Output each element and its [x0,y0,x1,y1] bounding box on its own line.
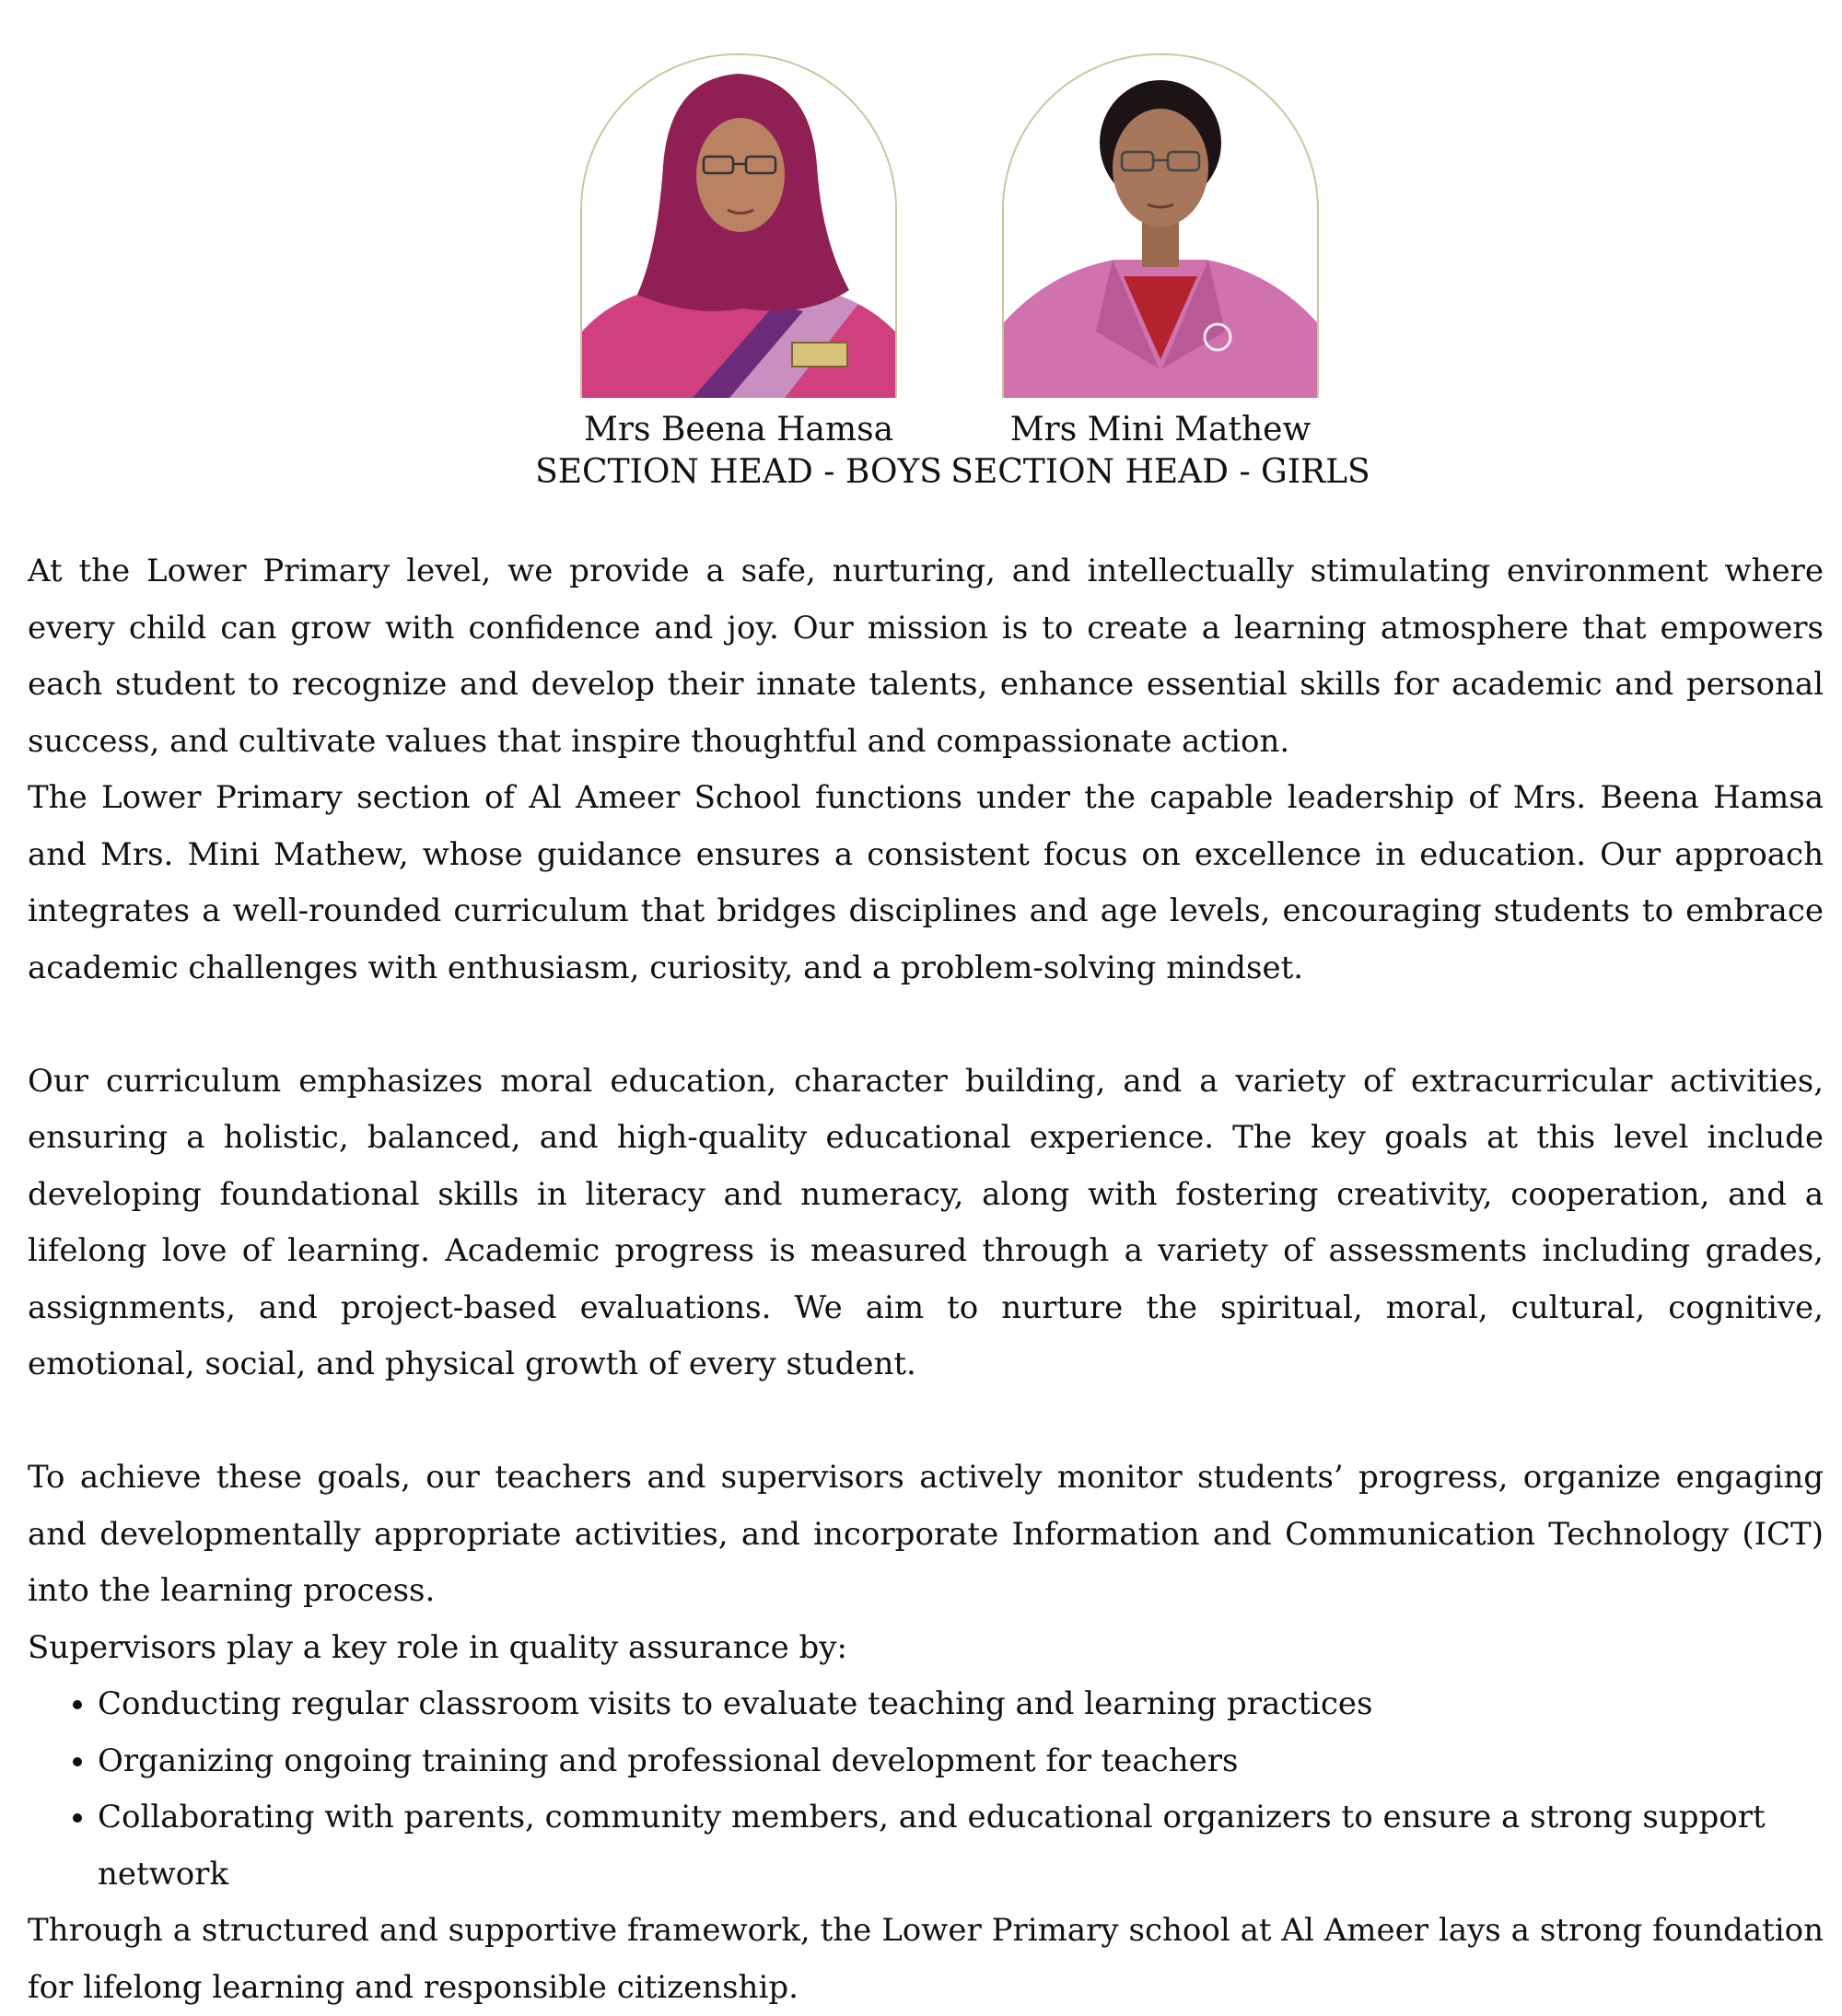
paragraph-supervisors-intro: Supervisors play a key role in quality assurance by: [28,1628,847,1666]
paragraph-closing: Through a structured and supportive framework, the Lower Primary school at Al Ameer lays a strong foundation for lifelong learning and responsible citizenship. [28,1912,1824,2006]
list-item: • Conducting regular classroom visits to evaluate teaching and learning practices [98,1676,1824,1733]
article-body [28,543,1824,2016]
supervisor-roles-list [28,1676,1824,1903]
list-item: • Collaborating with parents, community members, and educational organizers to ensure a strong support network [98,1789,1824,1903]
head-name: Mrs Mini Mathew [1009,411,1312,449]
paragraph-goals: To achieve these goals, our teachers and supervisors actively monitor students’ progress, organize engaging and developmentally appropriate activities, and incorporate Information and Communication Technology (ICT) into the learning process. [28,1459,1824,1609]
section-head-girls [950,53,1370,494]
list-item: • Organizing ongoing training and professional development for teachers [98,1733,1824,1790]
portrait-mini-mathew [1004,55,1317,398]
head-role: SECTION HEAD - GIRLS [950,453,1370,491]
paragraph-gap [28,1393,1824,1451]
head-role: SECTION HEAD - BOYS [535,453,942,491]
section-heads [0,53,1842,505]
head-name: Mrs Beena Hamsa [583,411,894,449]
portrait-frame [1002,53,1319,398]
paragraph-gap [28,996,1824,1054]
paragraph-curriculum: Our curriculum emphasizes moral education, character building, and a variety of extracurricular activities, ensuring a holistic, balanced, and high-quality educational experience. The key goals at this level include developing foundational skills in literacy and numeracy, along with fostering creativity, cooperation, and a lifelong love of learning. Academic progress is measured through a variety of assessments including grades, assignments, and project-based evaluations. We aim to nurture the spiritual, moral, cultural, cognitive, emotional, social, and physical growth of every student. [28,1062,1824,1382]
paragraph-leadership: The Lower Primary section of Al Ameer School functions under the capable leadership of Mrs. Beena Hamsa and Mrs. Mini Mathew, whose guidance ensures a consistent focus on excellence in education. Our approach integrates a well-rounded curriculum that bridges disciplines and age levels, encouraging students to embrace academic challenges with enthusiasm, curiosity, and a problem-solving mindset. [28,779,1824,986]
portrait-beena-hamsa [582,55,895,398]
portrait-frame [580,53,897,398]
paragraph-intro: At the Lower Primary level, we provide a safe, nurturing, and intellectually stimulating environment where every child can grow with confidence and joy. Our mission is to create a learning atmosphere that empowers each student to recognize and develop their innate talents, enhance essential skills for academic and personal success, and cultivate values that inspire thoughtful and compassionate action. [28,553,1824,760]
section-head-boys [535,53,942,494]
